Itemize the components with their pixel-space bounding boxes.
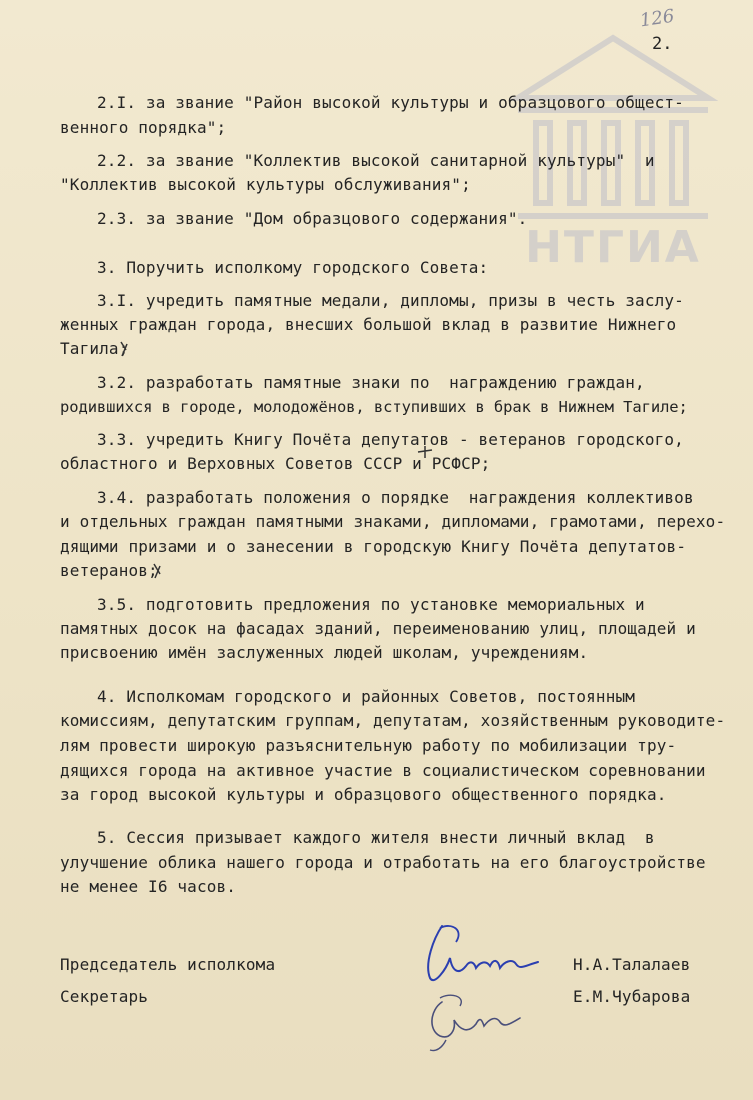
paragraph-3-3-line-1: 3.3. учредить Книгу Почёта депутатов - ветеранов городского,	[97, 430, 684, 449]
archive-building-icon	[508, 28, 718, 228]
paragraph-3-line-1: 3. Поручить исполкому городского Совета:	[97, 258, 489, 277]
paragraph-4-line-5: за город высокой культуры и образцового общественного порядка.	[60, 785, 667, 804]
paragraph-3-5-line-1: 3.5. подготовить предложения по установке мемориальных и	[97, 595, 645, 614]
paragraph-2-1-line-2: венного порядка";	[60, 118, 227, 137]
page-number: 2.	[652, 34, 673, 54]
paragraph-5-line-2: улучшение облика нашего города и отработать на его благоустройстве	[60, 853, 706, 872]
paragraph-4-line-3: лям провести широкую разъяснительную работу по мобилизации тру-	[60, 736, 677, 755]
paragraph-3-1-line-2: женных граждан города, внесших большой вклад в развитие Нижнего	[60, 315, 677, 334]
paragraph-2-3-line-1: 2.3. за звание "Дом образцового содержания".	[97, 209, 528, 228]
paragraph-3-1-line-1: 3.I. учредить памятные медали, дипломы, призы в честь заслу-	[97, 291, 684, 310]
correction-mark	[150, 562, 164, 582]
paragraph-3-5-line-3: присвоению имён заслуженных людей школам, учреждениям.	[60, 643, 589, 662]
paragraph-4-line-2: комиссиям, депутатским группам, депутатам, хозяйственным руководите-	[60, 711, 726, 730]
paragraph-3-2-line-1: 3.2. разработать памятные знаки по награждению граждан,	[97, 373, 645, 392]
paragraph-2-1-line-1: 2.I. за звание "Район высокой культуры и образцового общест-	[97, 93, 684, 112]
correction-mark	[118, 340, 132, 360]
paragraph-3-4-line-2: и отдельных граждан памятными знаками, дипломами, грамотами, перехо-	[60, 512, 726, 531]
paragraph-2-2-line-2: "Коллектив высокой культуры обслуживания";	[60, 175, 471, 194]
secretary-name: Е.М.Чубарова	[573, 987, 691, 1006]
paragraph-3-4-line-1: 3.4. разработать положения о порядке награждения коллективов	[97, 488, 694, 507]
secretary-title: Секретарь	[60, 987, 149, 1006]
paragraph-4-line-4: дящихся города на активное участие в социалистическом соревновании	[60, 761, 706, 780]
archive-watermark	[508, 28, 718, 273]
correction-mark	[416, 444, 434, 460]
paragraph-3-3-line-2: областного и Верховных Советов СССР и РСФСР;	[60, 454, 491, 473]
secretary-signature	[420, 990, 530, 1060]
paragraph-5-line-1: 5. Сессия призывает каждого жителя внести личный вклад в	[97, 828, 655, 847]
paragraph-3-2-line-2: родившихся в городе, молодожёнов, вступивших в брак в Нижнем Тагиле;	[60, 398, 688, 416]
paragraph-2-2-line-1: 2.2. за звание "Коллектив высокой санитарной культуры" и	[97, 151, 655, 170]
paragraph-3-4-line-3: дящими призами и о занесении в городскую Книгу Почёта депутатов-	[60, 537, 687, 556]
paragraph-3-5-line-2: памятных досок на фасадах зданий, переименованию улиц, площадей и	[60, 619, 696, 638]
paragraph-3-4-line-4: ветеранов;	[60, 561, 158, 580]
chairman-title: Председатель исполкома	[60, 955, 276, 974]
watermark-text: НТГИА	[525, 222, 701, 273]
archive-sheet-number: 126	[638, 5, 676, 32]
paragraph-4-line-1: 4. Исполкомам городского и районных Советов, постоянным	[97, 687, 636, 706]
chairman-name: Н.А.Талалаев	[573, 955, 691, 974]
paragraph-3-1-line-3: Тагила;	[60, 339, 129, 358]
paragraph-5-line-3: не менее I6 часов.	[60, 877, 237, 896]
chairman-signature	[412, 918, 542, 998]
